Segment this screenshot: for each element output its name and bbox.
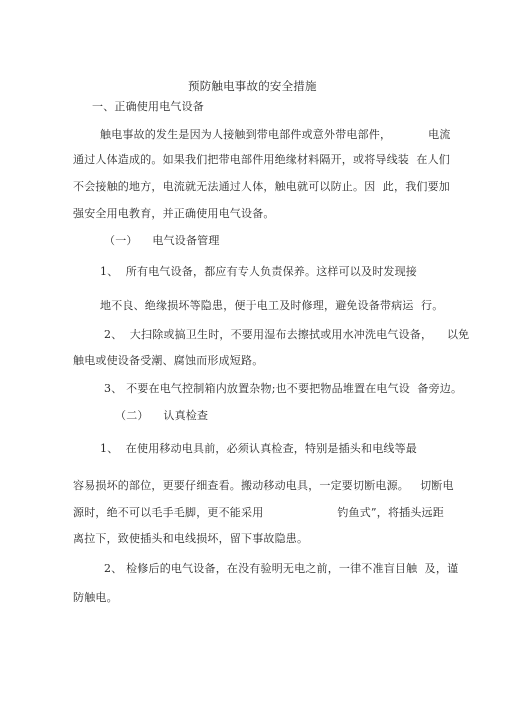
subsection-heading: （一） 电气设备管理 [104,234,220,247]
paragraph-line: 1、 所有电气设备，都应有专人负责保养。这样可以及时发现接 [100,265,417,278]
paragraph-line: 触电或使设备受潮、腐蚀而形成短路。 [73,354,264,367]
paragraph-line: 触电事故的发生是因为人接触到带电部件或意外带电部件， 电流 [100,128,451,141]
paragraph-line: 不会接触的地方，电流就无法通过人体，触电就可以防止。因 此，我们要加 [73,180,450,193]
paragraph-line: 2、 检修后的电气设备，在没有验明无电之前，一律不准盲目触 及，谨 [104,562,459,575]
section-heading-1: 一、正确使用电气设备 [92,100,204,113]
paragraph-line: 地不良、绝缘损坏等隐患，便于电工及时修理，避免设备带病运 行。 [100,299,444,312]
document-title: 预防触电事故的安全措施 [188,79,317,93]
subsection-heading: （二） 认真检查 [115,409,209,422]
paragraph-line: 通过人体造成的。如果我们把带电部件用绝缘材料隔开，或将导线装 在人们 [73,153,450,166]
paragraph-line: 容易损坏的部位，更要仔细查看。搬动移动电具，一定要切断电源。 切断电 [73,479,454,492]
paragraph-line: 1、 在使用移动电具前，必须认真检查，特别是插头和电线等最 [100,442,417,455]
paragraph-line: 防触电。 [73,591,118,604]
paragraph-line: 3、 不要在电气控制箱内放置杂物;也不要把物品堆置在电气设 备旁边。 [104,382,463,395]
paragraph-line: 源时，绝不可以毛手毛脚，更不能采用 钓鱼式”，将插头远距 [73,506,444,519]
paragraph-line: 离拉下，致使插头和电线损坏，留下事故隐患。 [73,532,309,545]
paragraph-line: 强安全用电教育，并正确使用电气设备。 [73,207,275,220]
paragraph-line: 2、 大扫除或搞卫生时，不要用湿布去擦拭或用水冲洗电气设备， 以免 [104,328,470,341]
